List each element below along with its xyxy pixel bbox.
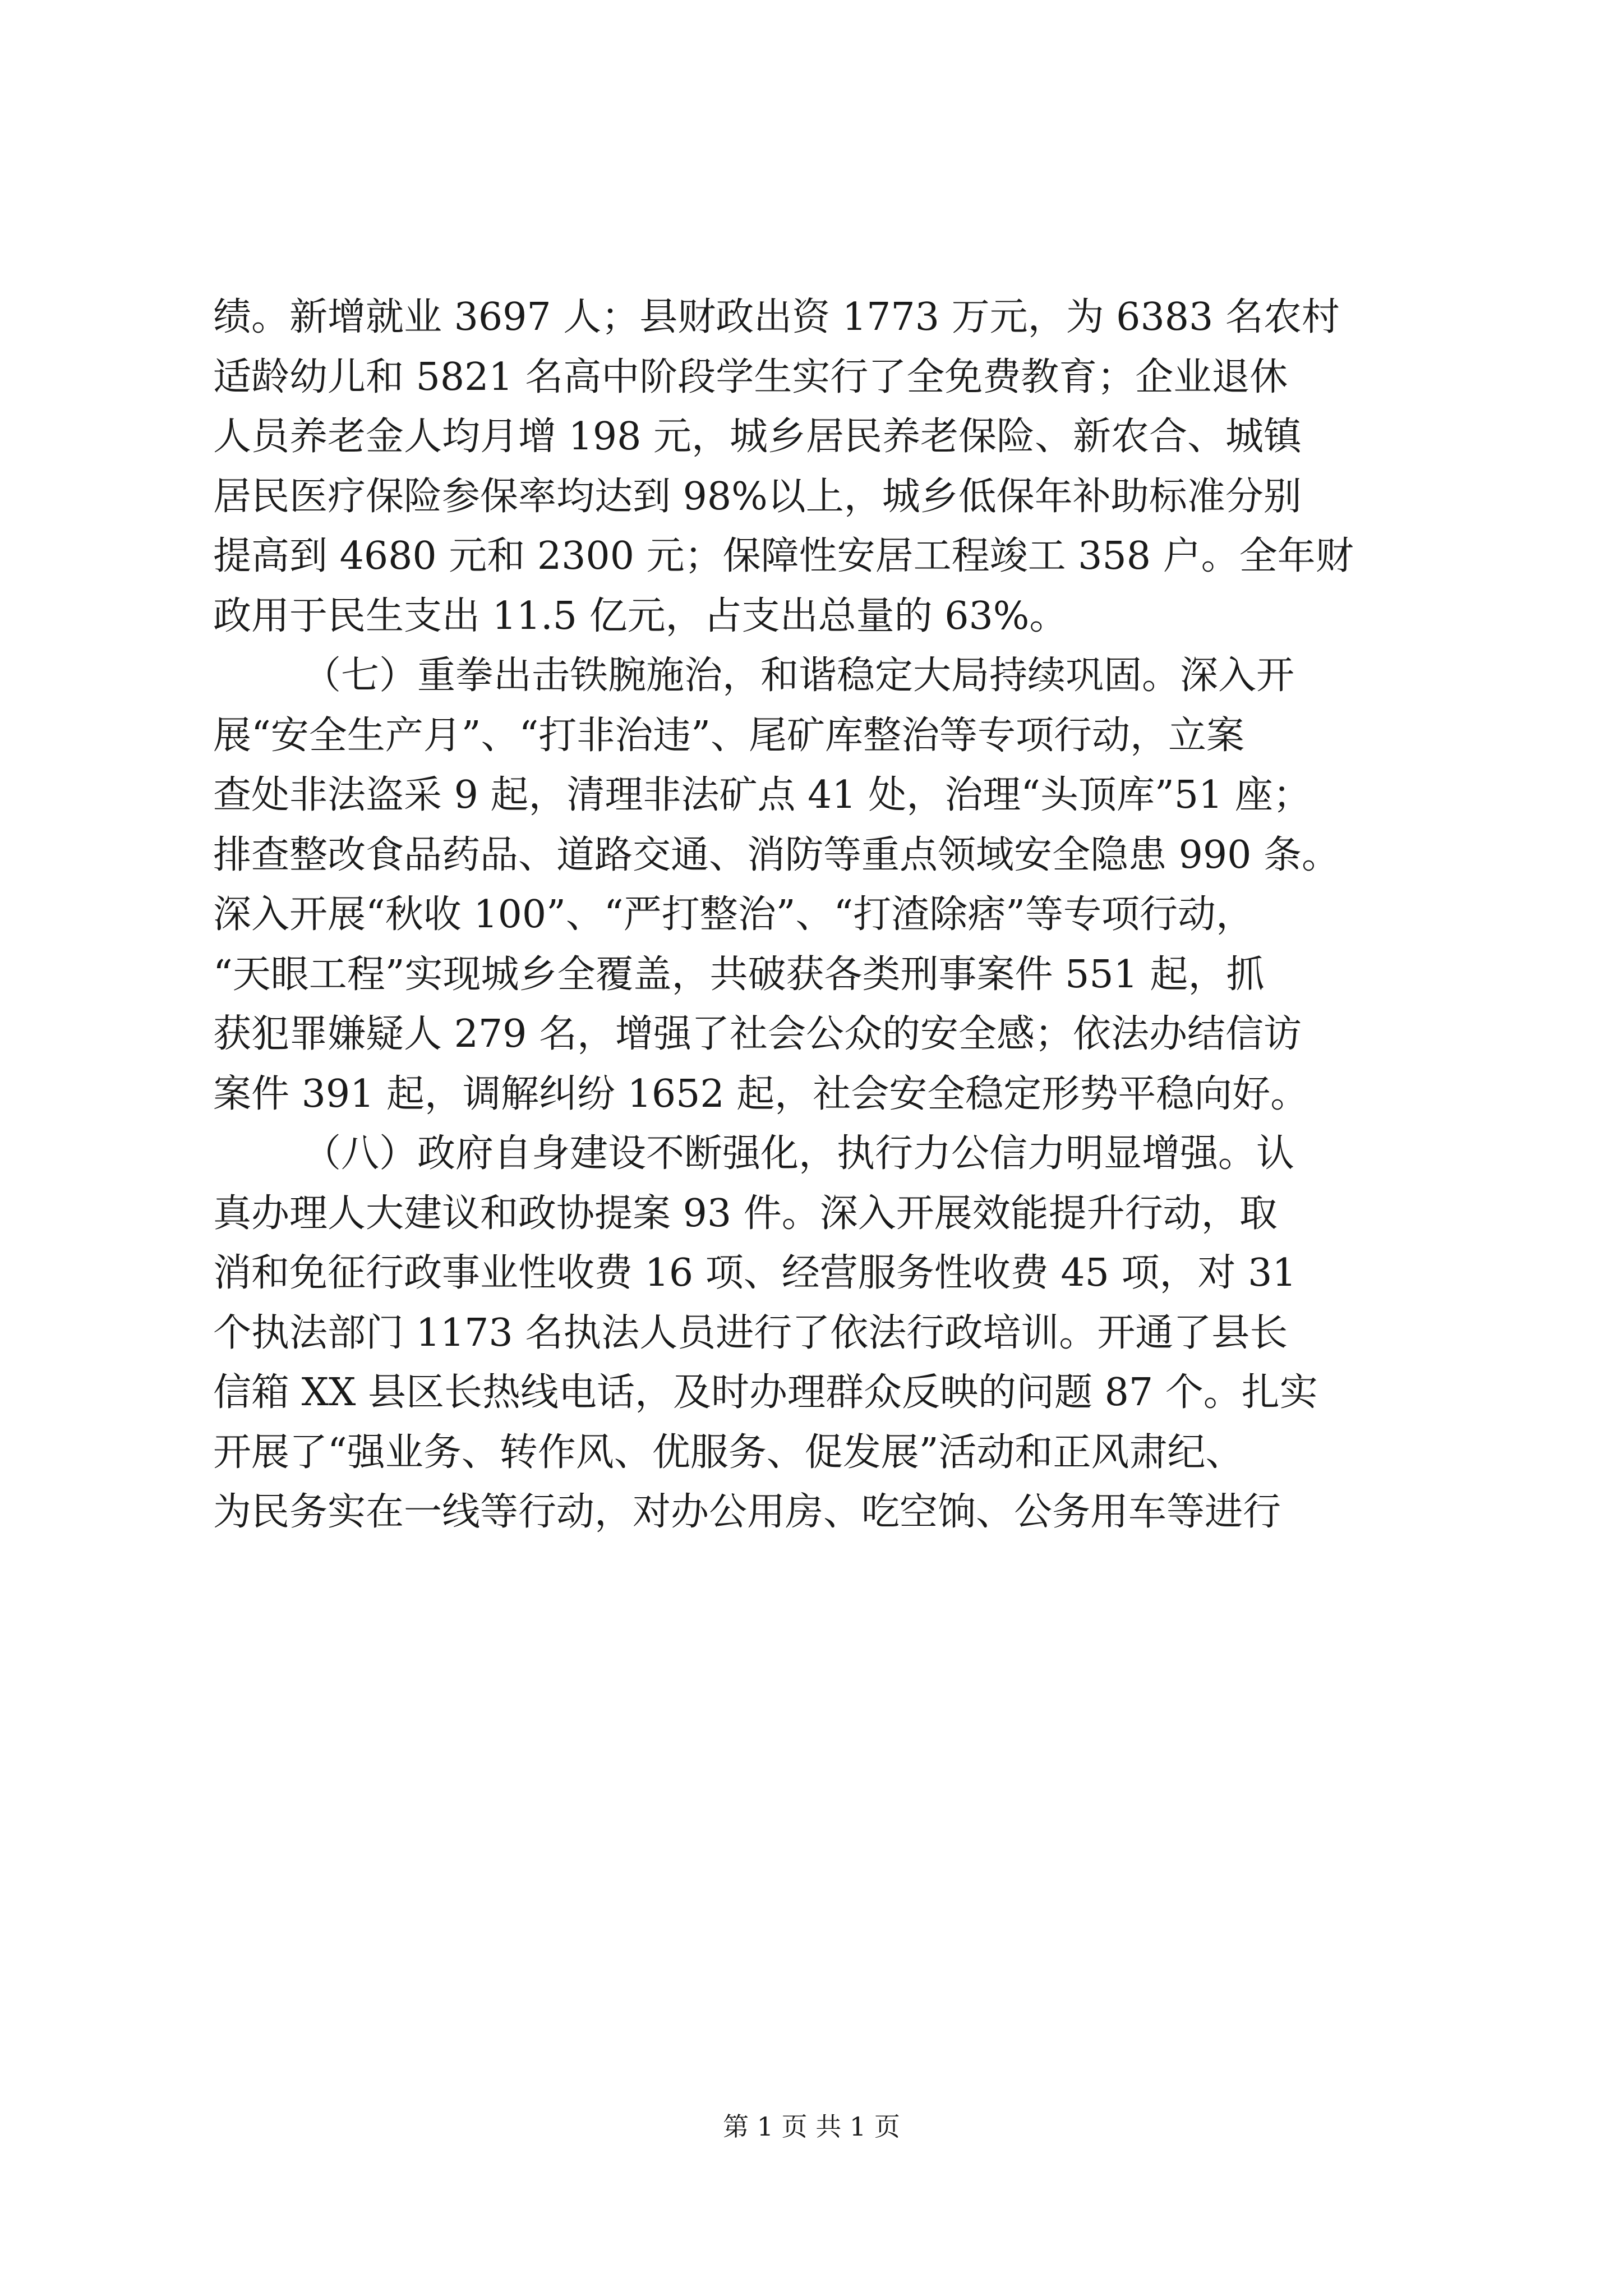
text-line: 个执法部门 1173 名执法人员进行了依法行政培训。开通了县长 [213,1310,1288,1355]
text-line: 绩。新增就业 3697 人；县财政出资 1773 万元，为 6383 名农村 [213,295,1340,339]
text-line: “天眼工程”实现城乡全覆盖，共破获各类刑事案件 551 起，抓 [213,952,1265,997]
text-line: 获犯罪嫌疑人 279 名，增强了社会公众的安全感；依法办结信访 [213,1012,1302,1056]
text-line: 居民医疗保险参保率均达到 98%以上，城乡低保年补助标准分别 [213,474,1302,519]
paragraph-heading-line: （七）重拳出击铁腕施治，和谐稳定大局持续巩固。深入开 [303,654,1295,698]
text-line: 消和免征行政事业性收费 16 项、经营服务性收费 45 项，对 31 [213,1251,1297,1295]
text-line: 提高到 4680 元和 2300 元；保障性安居工程竣工 358 户。全年财 [213,534,1354,578]
page-number-label: 第 1 页 共 1 页 [723,2111,900,2142]
text-line: 展“安全生产月”、“打非治违”、尾矿库整治等专项行动，立案 [213,713,1245,758]
text-line: 人员养老金人均月增 198 元，城乡居民养老保险、新农合、城镇 [213,415,1302,459]
text-line: 查处非法盗采 9 起，清理非法矿点 41 处，治理“头顶库”51 座； [213,773,1311,817]
text-line: 真办理人大建议和政协提案 93 件。深入开展效能提升行动，取 [213,1191,1278,1236]
text-line: 适龄幼儿和 5821 名高中阶段学生实行了全免费教育；企业退休 [213,355,1288,399]
text-line: 排查整改食品药品、道路交通、消防等重点领域安全隐患 990 条。 [213,832,1340,877]
text-line: 信箱 XX 县区长热线电话，及时办理群众反映的问题 87 个。扎实 [213,1370,1318,1415]
page-footer [0,2106,1623,2143]
paragraph-heading-line: （八）政府自身建设不断强化，执行力公信力明显增强。认 [303,1131,1295,1176]
text-line: 政用于民生支出 11.5 亿元，占支出总量的 63%。 [213,593,1068,638]
text-line: 开展了“强业务、转作风、优服务、促发展”活动和正风肃纪、 [213,1430,1244,1475]
body-text [213,288,1424,1543]
text-line: 案件 391 起，调解纠纷 1652 起，社会安全稳定形势平稳向好。 [213,1071,1309,1116]
text-line: 深入开展“秋收 100”、“严打整治”、“打渣除痞”等专项行动， [213,892,1254,937]
text-line: 为民务实在一线等行动，对办公用房、吃空饷、公务用车等进行 [213,1490,1281,1534]
